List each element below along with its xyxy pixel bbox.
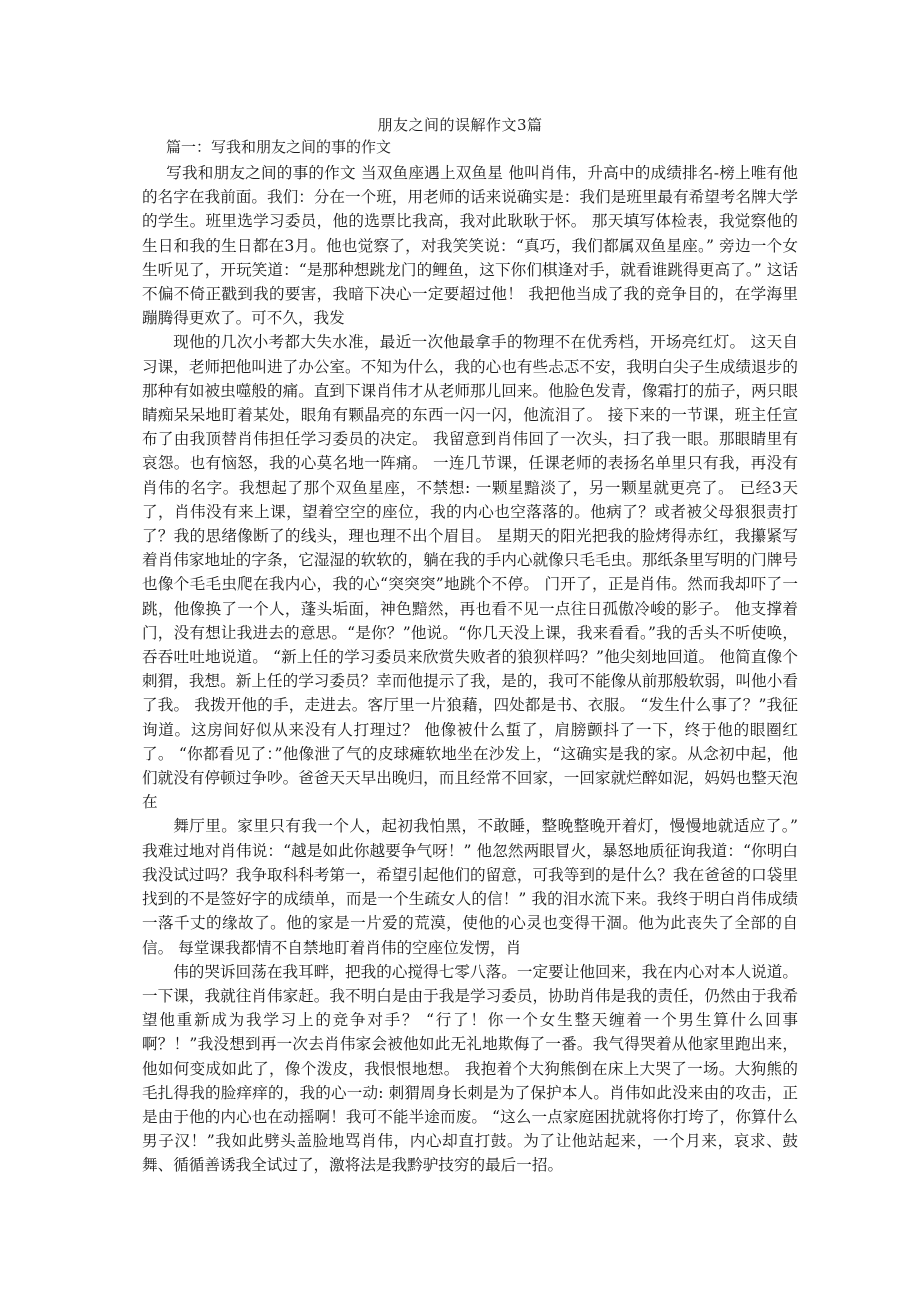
- body-paragraph: 写我和朋友之间的事的作文 当双鱼座遇上双鱼星 他叫肖伟，升高中的成绩排名-榜上唯有他的名字在我前面。我们：分在一个班，用老师的话来说确实是：我们是班里最有希望考名牌大学的学生。班里选学习委员，他的选票比我高，我对此耿耿于怀。 那天填写体检表，我觉察他的生日和我的生日都在3月。他也觉察了，对我笑笑说：“真巧，我们都属双鱼星座。” 旁边一个女生听见了，开玩笑道：“是那种想跳龙门的鲤鱼，这下你们棋逢对手，就看谁跳得更高了。” 这话不偏不倚正戳到我的要害，我暗下决心一定要超过他！ 我把他当成了我的竞争目的，在学海里蹦腾得更欢了。可不久，我发: [142, 164, 798, 328]
- document-title: 朋友之间的误解作文3篇: [377, 116, 543, 134]
- body-paragraph: 现他的几次小考都大失水准，最近一次他最拿手的物理不在优秀档，开场亮红灯。 这天自习课，老师把他叫进了办公室。不知为什么，我的心也有些忐忑不安，我明白尖子生成绩退步的那种有如被虫噬般的痛。直到下课肖伟才从老师那儿回来。他脸色发青，像霜打的茄子，两只眼睛痴呆呆地盯着某处，眼角有颗晶亮的东西一闪一闪，他流泪了。 接下来的一节课，班主任宣布了由我顶替肖伟担任学习委员的决定。 我留意到肖伟回了一次头，扫了我一眼。那眼睛里有哀怨。也有恼怒，我的心莫名地一阵痛。 一连几节课，任课老师的表扬名单里只有我，再没有肖伟的名字。我想起了那个双鱼星座，不禁想: 一颗星黯淡了，另一颗星就更亮了。 已经3天了，肖伟没有来上课，望着空空的座位，我的内心也空落落的。他病了？或者被父母狠狠责打了？我的思绪像断了的线头，理也理不出个眉目。 星期天的阳光把我的脸烤得赤红，我攥紧写着肖伟家地址的字条，它湿湿的软软的，躺在我的手内心就像只毛毛虫。那纸条里写明的门牌号也像个毛毛虫爬在我内心，我的心“突突突”地跳个不停。 门开了，正是肖伟。然而我却吓了一跳，他像换了一个人，蓬头垢面，神色黯然，再也看不见一点往日孤傲冷峻的影子。 他支撑着门，没有想让我进去的意思。“是你？”他说。“你几天没上课，我来看看。”我的舌头不听使唤，吞吞吐吐地说道。 “新上任的学习委员来欣赏失败者的狼狈样吗？”他尖刻地回道。 他简直像个刺猬，我想。新上任的学习委员？幸而他提示了我，是的，我可不能像从前那般软弱，叫他小看了我。 我拨开他的手，走进去。客厅里一片狼藉，四处都是书、衣服。 “发生什么事了？”我征询道。这房间好似从来没有人打理过？ 他像被什么蜇了，肩膀颤抖了一下，终于他的眼圈红了。 “你都看见了：”他像泄了气的皮球瘫软地坐在沙发上，“这确实是我的家。从念初中起，他们就没有停顿过争吵。爸爸天天早出晚归，而且经常不回家，一回家就烂醉如泥，妈妈也整天泡在: [142, 333, 798, 812]
- document-body: [142, 161, 798, 1178]
- section-heading: 篇一：写我和朋友之间的事的作文: [166, 138, 392, 156]
- body-paragraph: 舞厅里。家里只有我一个人，起初我怕黑，不敢睡，整晚整晚开着灯，慢慢地就适应了。” 我难过地对肖伟说：“越是如此你越要争气呀！” 他忽然两眼冒火，暴怒地质征询我道：“你明白我没试过吗？我争取科科考第一，希望引起他们的留意，可我等到的是什么？我在爸爸的口袋里找到的不是签好字的成绩单，而是一个生疏女人的信！” 我的泪水流下来。我终于明白肖伟成绩一落千丈的缘故了。他的家是一片爱的荒漠，使他的心灵也变得干涸。他为此丧失了全部的自信。 每堂课我都情不自禁地盯着肖伟的空座位发愣，肖: [142, 817, 798, 957]
- body-paragraph: 伟的哭诉回荡在我耳畔，把我的心搅得七零八落。一定要让他回来，我在内心对本人说道。 一下课，我就往肖伟家赶。我不明白是由于我是学习委员，协助肖伟是我的责任，仍然由于我希望他重新成为我学习上的竞争对手？ “行了！你一个女生整天缠着一个男生算什么回事啊？！”我没想到再一次去肖伟家会被他如此无礼地欺侮了一番。我气得哭着从他家里跑出来，他如何变成如此了，像个泼皮，我恨恨地想。 我抱着个大狗熊倒在床上大哭了一场。大狗熊的毛扎得我的脸痒痒的，我的心一动: 刺猬周身长刺是为了保护本人。肖伟如此没来由的攻击，正是由于他的内心也在动摇啊！我可不能半途而废。 “这么一点家庭困扰就将你打垮了，你算什么男子汉！”我如此劈头盖脸地骂肖伟，内心却直打鼓。为了让他站起来，一个月来，哀求、鼓舞、循循善诱我全试过了，激将法是我黔驴技穷的最后一招。: [142, 962, 798, 1175]
